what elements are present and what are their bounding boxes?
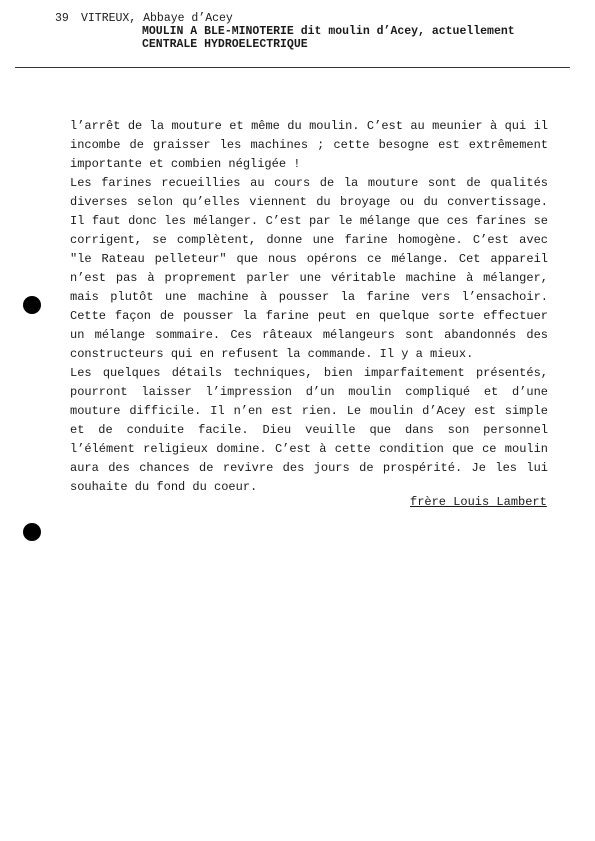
header-line <box>55 12 575 25</box>
header-location: VITREUX, Abbaye d’Acey <box>81 12 233 25</box>
page-header <box>55 12 575 51</box>
paragraph: Les quelques détails techniques, bien imparfaitement présentés, pourront laisser l’impression d’un moulin compliqué et d’une mouture difficile. Il n’en est rien. Le moulin d’Acey est simple et de conduite facile. Dieu veuille que dans son personnel l’élément religieux domine. C’est à cette condition que ce moulin aura des chances de revivre des jours de prospérité. Je les lui souhaite du fond du coeur. <box>70 366 548 494</box>
page-number: 39 <box>55 12 69 25</box>
punch-hole <box>23 296 41 314</box>
signature: frère Louis Lambert <box>410 495 547 509</box>
punch-hole <box>23 523 41 541</box>
header-subtitle-line2: CENTRALE HYDROELECTRIQUE <box>142 38 308 51</box>
paragraph: Les farines recueillies au cours de la mouture sont de qualités diverses selon qu’elles viennent du broyage ou du convertissage. Il faut donc les mélanger. C’est par le mélange que ces farines se corrigent, se complètent, donne une farine homogène. C’est avec "le Rateau pelleteur" que nous opérons ce mélange. Cet appareil n’est pas à proprement parler une véritable machine à mélanger, mais plutôt une machine à pousser la farine vers l’ensachoir. Cette façon de pousser la farine peut en quelque sorte effectuer un mélange sommaire. Ces râteaux mélangeurs sont abandonnés des constructeurs qui en refusent la commande. Il y a mieux. <box>70 176 548 361</box>
header-divider <box>15 67 570 68</box>
paragraph: l’arrêt de la mouture et même du moulin. C’est au meunier à qui il incombe de graisser les machines ; cette besogne est extrêmement importante et combien négligée ! <box>70 119 548 171</box>
header-subtitle-line1: MOULIN A BLE-MINOTERIE dit moulin d’Acey, actuellement <box>142 25 515 38</box>
body-text <box>70 117 548 497</box>
